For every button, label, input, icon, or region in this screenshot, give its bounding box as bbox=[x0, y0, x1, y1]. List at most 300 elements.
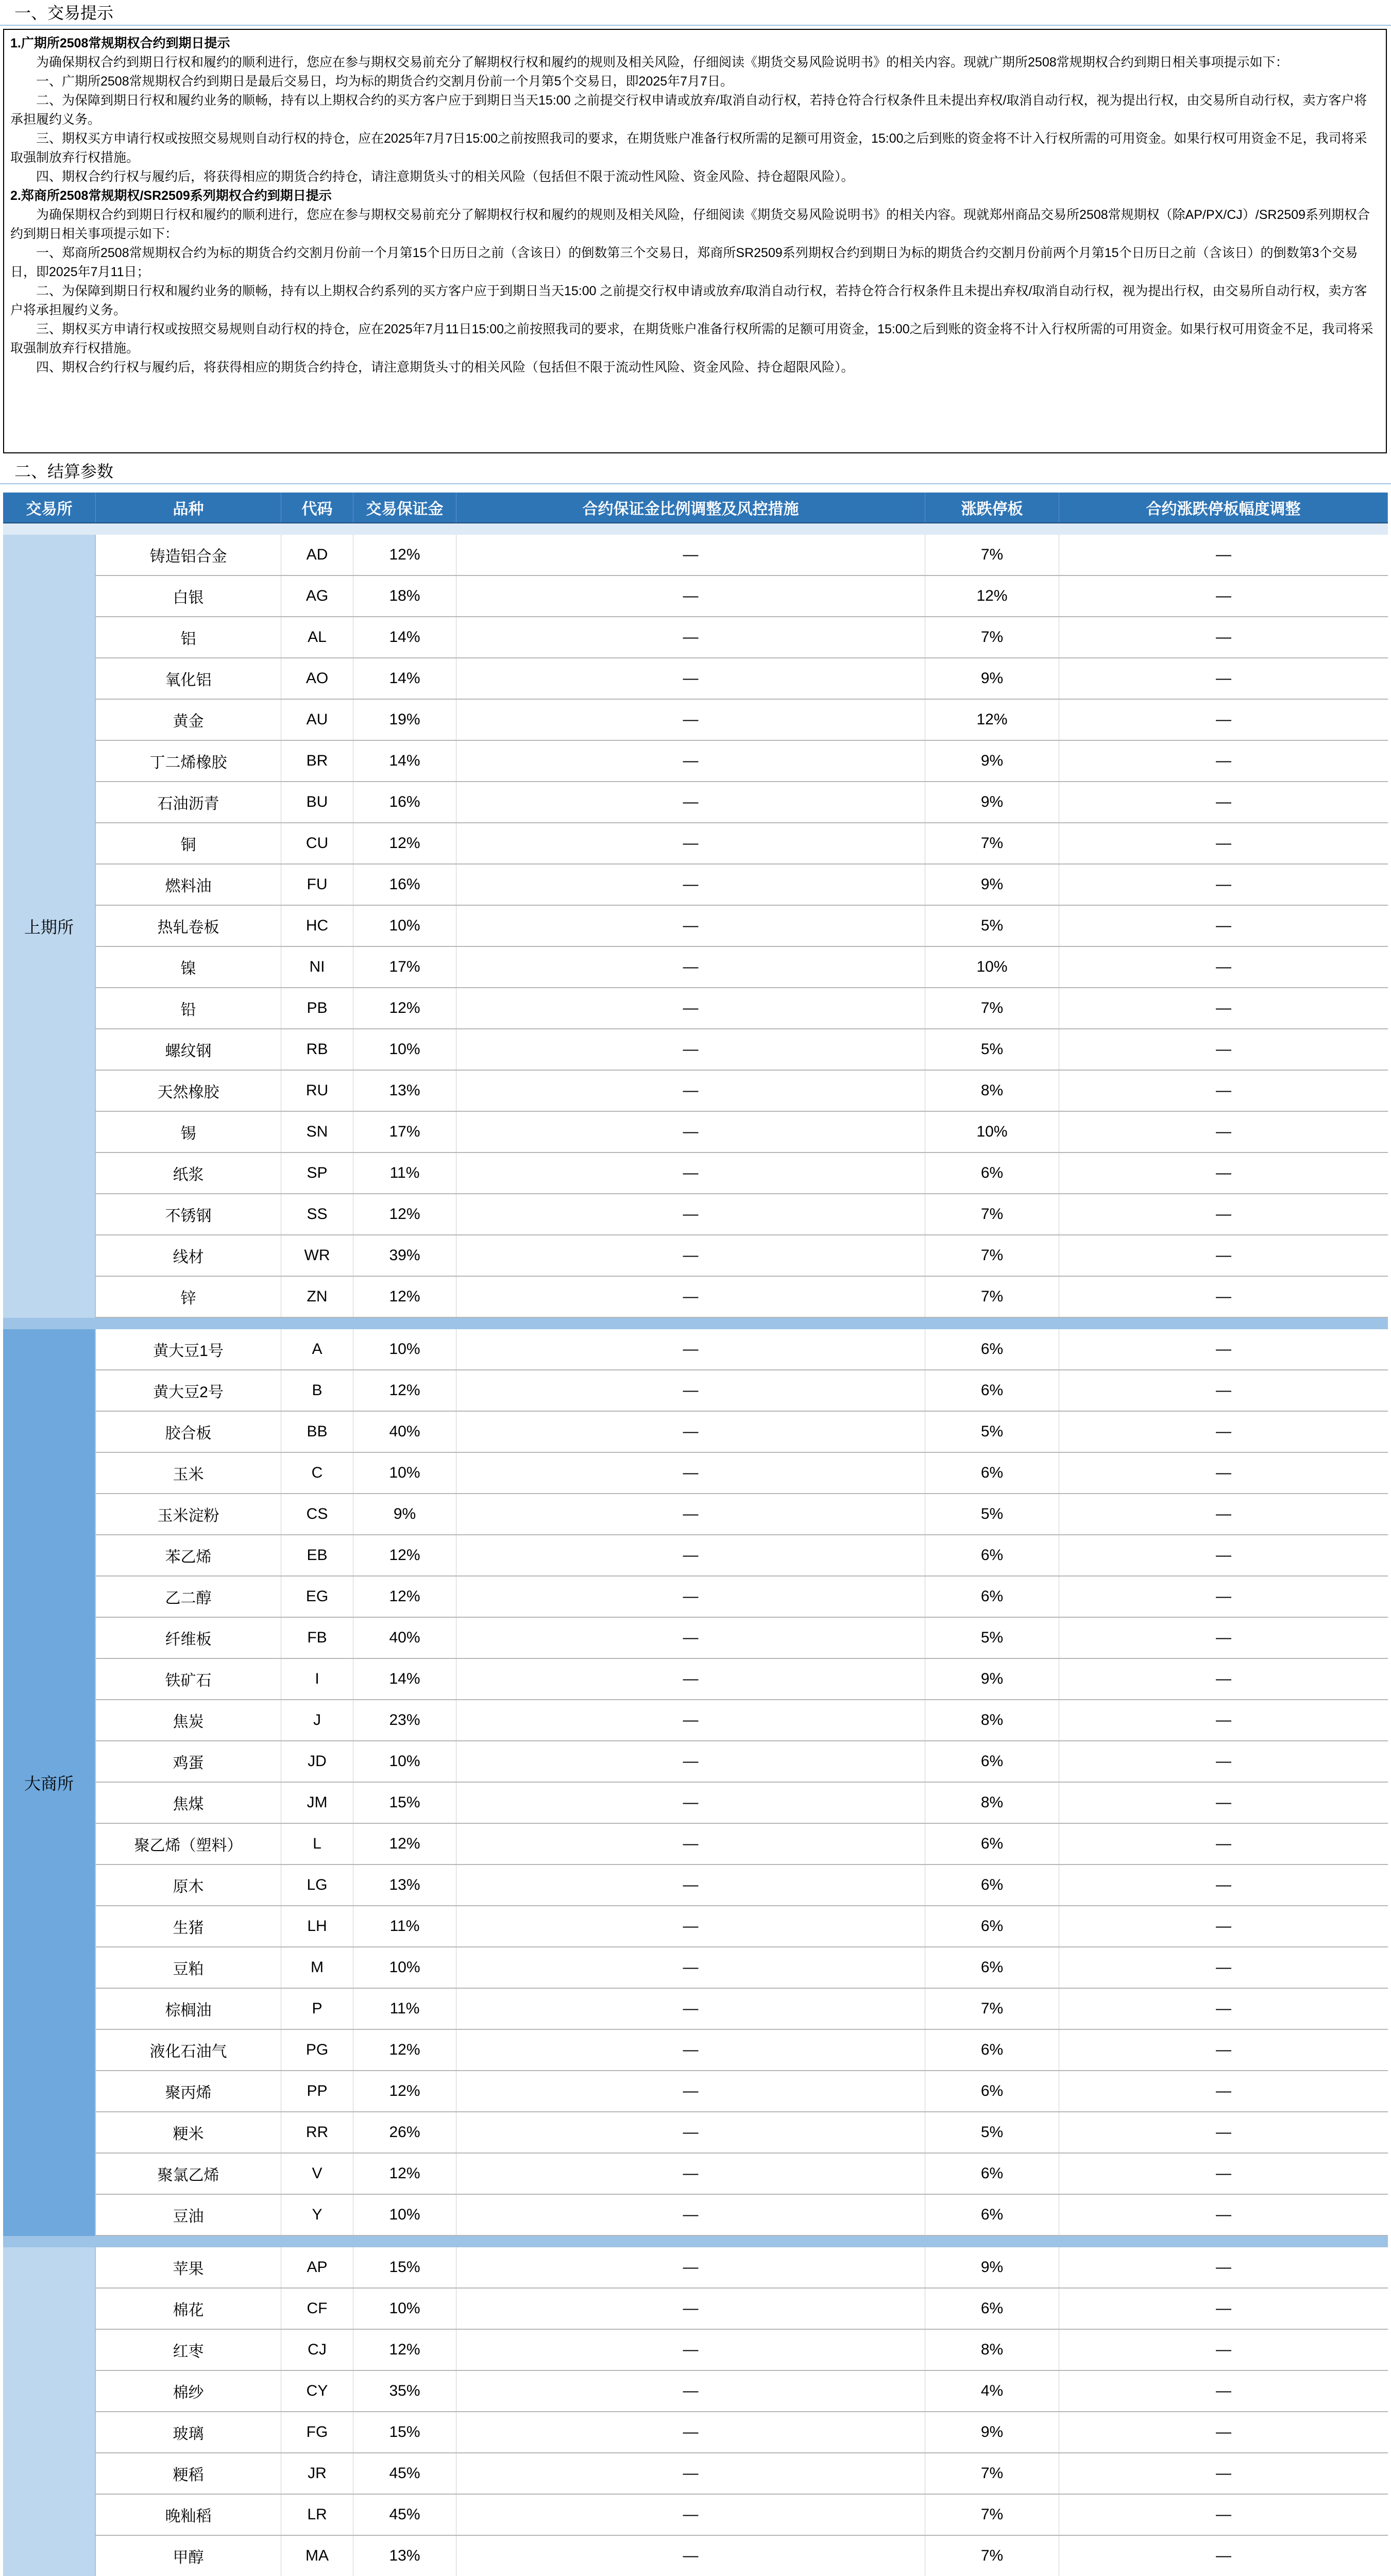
limit-cell: 7% bbox=[925, 823, 1059, 863]
variety-cell: 原木 bbox=[96, 1865, 281, 1905]
limit-cell: 7% bbox=[925, 1277, 1059, 1317]
table-row bbox=[3, 2412, 1388, 2453]
header-code: 代码 bbox=[281, 493, 353, 522]
margin-cell: 12% bbox=[353, 988, 456, 1028]
code-cell: AD bbox=[281, 535, 353, 575]
margin-cell: 9% bbox=[353, 1494, 456, 1534]
variety-cell: 鸡蛋 bbox=[96, 1741, 281, 1782]
limit-cell: 6% bbox=[925, 1453, 1059, 1493]
notice-paragraph: 四、期权合约行权与履约后，将获得相应的期货合约持仓，请注意期货头寸的相关风险（包括但不限于流动性风险、资金风险、持仓超限风险）。 bbox=[36, 170, 854, 184]
limit-adjust-cell: — bbox=[1059, 947, 1388, 987]
limit-adjust-cell: — bbox=[1059, 906, 1388, 946]
limit-cell: 6% bbox=[925, 2071, 1059, 2111]
margin-cell: 16% bbox=[353, 782, 456, 822]
table-row bbox=[3, 1329, 1388, 1370]
code-cell: NI bbox=[281, 947, 353, 987]
margin-cell: 10% bbox=[353, 2289, 456, 2329]
limit-adjust-cell: — bbox=[1059, 2289, 1388, 2329]
code-cell: CU bbox=[281, 823, 353, 863]
limit-adjust-cell: — bbox=[1059, 2330, 1388, 2370]
variety-cell: 铜 bbox=[96, 823, 281, 863]
limit-adjust-cell: — bbox=[1059, 1153, 1388, 1193]
limit-adjust-cell: — bbox=[1059, 617, 1388, 657]
code-cell: C bbox=[281, 1453, 353, 1493]
variety-cell: 纤维板 bbox=[96, 1618, 281, 1658]
margin-adjust-cell: — bbox=[456, 2071, 925, 2111]
limit-adjust-cell: — bbox=[1059, 576, 1388, 616]
limit-adjust-cell: — bbox=[1059, 2112, 1388, 2153]
code-cell: JM bbox=[281, 1783, 353, 1823]
margin-cell: 12% bbox=[353, 2154, 456, 2194]
limit-cell: 7% bbox=[925, 1235, 1059, 1276]
code-cell: FG bbox=[281, 2412, 353, 2452]
limit-cell: 9% bbox=[925, 865, 1059, 905]
margin-adjust-cell: — bbox=[456, 700, 925, 740]
limit-cell: 10% bbox=[925, 947, 1059, 987]
variety-cell: 粳稻 bbox=[96, 2453, 281, 2494]
code-cell: RB bbox=[281, 1029, 353, 1070]
margin-cell: 15% bbox=[353, 2412, 456, 2452]
variety-cell: 棉纱 bbox=[96, 2371, 281, 2411]
table-row bbox=[3, 658, 1388, 700]
limit-adjust-cell: — bbox=[1059, 1277, 1388, 1317]
notice-paragraph: 三、期权买方申请行权或按照交易规则自动行权的持仓，应在2025年7月7日15:00之前按照我司的要求，在期货账户准备行权所需的足额可用资金，15:00之后到账的资金将不计入行权所需的可用资金。如果行权可用资金不足，我司将采取强制放弃行权措施。 bbox=[10, 131, 1367, 165]
table-row bbox=[3, 1700, 1388, 1741]
variety-cell: 丁二烯橡胶 bbox=[96, 741, 281, 781]
variety-cell: 白银 bbox=[96, 576, 281, 616]
limit-adjust-cell: — bbox=[1059, 1783, 1388, 1823]
margin-adjust-cell: — bbox=[456, 2030, 925, 2070]
limit-adjust-cell: — bbox=[1059, 1989, 1388, 2029]
limit-cell: 6% bbox=[925, 1577, 1059, 1617]
code-cell: AP bbox=[281, 2247, 353, 2287]
margin-cell: 39% bbox=[353, 1235, 456, 1276]
limit-cell: 6% bbox=[925, 2154, 1059, 2194]
table-row bbox=[3, 2330, 1388, 2371]
table-row bbox=[3, 2195, 1388, 2236]
margin-adjust-cell: — bbox=[456, 1029, 925, 1070]
limit-cell: 8% bbox=[925, 1700, 1059, 1740]
limit-cell: 6% bbox=[925, 1153, 1059, 1193]
limit-cell: 7% bbox=[925, 988, 1059, 1028]
code-cell: AU bbox=[281, 700, 353, 740]
limit-cell: 5% bbox=[925, 1618, 1059, 1658]
margin-adjust-cell: — bbox=[456, 1071, 925, 1111]
margin-adjust-cell: — bbox=[456, 2536, 925, 2576]
table-row bbox=[3, 1453, 1388, 1494]
limit-adjust-cell: — bbox=[1059, 1370, 1388, 1411]
code-cell: L bbox=[281, 1824, 353, 1864]
table-header-row bbox=[3, 493, 1388, 523]
code-cell: RR bbox=[281, 2112, 353, 2153]
table-row bbox=[3, 1618, 1388, 1659]
code-cell: PG bbox=[281, 2030, 353, 2070]
code-cell: BR bbox=[281, 741, 353, 781]
margin-adjust-cell: — bbox=[456, 1906, 925, 1946]
table-row bbox=[3, 947, 1388, 988]
notice-paragraph: 二、为保障到期日行权和履约业务的顺畅，持有以上期权合约系列的买方客户应于到期日当天15:00 之前提交行权申请或放弃/取消自动行权，若持仓符合行权条件且未提出弃权/取消自动行权，视为提出行权，由交易所自动行权，卖方客户将承担履约义务。 bbox=[10, 284, 1367, 317]
variety-cell: 燃料油 bbox=[96, 865, 281, 905]
margin-cell: 19% bbox=[353, 700, 456, 740]
margin-adjust-cell: — bbox=[456, 1329, 925, 1369]
table-row bbox=[3, 1153, 1388, 1194]
margin-cell: 45% bbox=[353, 2453, 456, 2494]
variety-cell: 黄大豆1号 bbox=[96, 1329, 281, 1369]
margin-cell: 12% bbox=[353, 823, 456, 863]
limit-cell: 6% bbox=[925, 1370, 1059, 1411]
variety-cell: 甲醇 bbox=[96, 2536, 281, 2576]
code-cell: AO bbox=[281, 658, 353, 699]
limit-cell: 5% bbox=[925, 1412, 1059, 1452]
margin-cell: 10% bbox=[353, 1453, 456, 1493]
margin-cell: 40% bbox=[353, 1618, 456, 1658]
table-row bbox=[3, 1947, 1388, 1989]
margin-cell: 17% bbox=[353, 1112, 456, 1152]
margin-adjust-cell: — bbox=[456, 2195, 925, 2235]
limit-cell: 5% bbox=[925, 1494, 1059, 1534]
variety-cell: 锡 bbox=[96, 1112, 281, 1152]
variety-cell: 豆油 bbox=[96, 2195, 281, 2235]
margin-adjust-cell: — bbox=[456, 1112, 925, 1152]
limit-cell: 6% bbox=[925, 1741, 1059, 1782]
margin-adjust-cell: — bbox=[456, 823, 925, 863]
limit-cell: 6% bbox=[925, 1535, 1059, 1575]
margin-adjust-cell: — bbox=[456, 1741, 925, 1782]
limit-adjust-cell: — bbox=[1059, 1824, 1388, 1864]
limit-adjust-cell: — bbox=[1059, 1494, 1388, 1534]
limit-cell: 7% bbox=[925, 1194, 1059, 1234]
margin-adjust-cell: — bbox=[456, 865, 925, 905]
limit-cell: 5% bbox=[925, 2112, 1059, 2153]
limit-cell: 9% bbox=[925, 1659, 1059, 1699]
margin-cell: 14% bbox=[353, 1659, 456, 1699]
margin-adjust-cell: — bbox=[456, 2112, 925, 2153]
variety-cell: 液化石油气 bbox=[96, 2030, 281, 2070]
code-cell: AG bbox=[281, 576, 353, 616]
limit-adjust-cell: — bbox=[1059, 1535, 1388, 1575]
exchange-group bbox=[3, 535, 1388, 1318]
table-row bbox=[3, 1112, 1388, 1153]
table-row bbox=[3, 2371, 1388, 2412]
variety-cell: 苯乙烯 bbox=[96, 1535, 281, 1575]
section-trading-tips-title: 一、交易提示 bbox=[0, 0, 1391, 26]
code-cell: CS bbox=[281, 1494, 353, 1534]
limit-cell: 6% bbox=[925, 1329, 1059, 1369]
limit-adjust-cell: — bbox=[1059, 1329, 1388, 1369]
limit-cell: 5% bbox=[925, 1029, 1059, 1070]
limit-cell: 7% bbox=[925, 617, 1059, 657]
limit-adjust-cell: — bbox=[1059, 1194, 1388, 1234]
limit-cell: 6% bbox=[925, 2030, 1059, 2070]
code-cell: EG bbox=[281, 1577, 353, 1617]
margin-cell: 12% bbox=[353, 1535, 456, 1575]
margin-adjust-cell: — bbox=[456, 1370, 925, 1411]
code-cell: J bbox=[281, 1700, 353, 1740]
variety-cell: 铝 bbox=[96, 617, 281, 657]
limit-adjust-cell: — bbox=[1059, 1412, 1388, 1452]
limit-adjust-cell: — bbox=[1059, 2030, 1388, 2070]
limit-adjust-cell: — bbox=[1059, 2247, 1388, 2287]
table-row bbox=[3, 1494, 1388, 1535]
table-row bbox=[3, 1989, 1388, 2030]
table-row bbox=[3, 988, 1388, 1029]
variety-cell: 不锈钢 bbox=[96, 1194, 281, 1234]
code-cell: LH bbox=[281, 1906, 353, 1946]
limit-cell: 7% bbox=[925, 535, 1059, 575]
variety-cell: 粳米 bbox=[96, 2112, 281, 2153]
margin-cell: 15% bbox=[353, 1783, 456, 1823]
margin-cell: 10% bbox=[353, 1947, 456, 1988]
variety-cell: 胶合板 bbox=[96, 1412, 281, 1452]
limit-adjust-cell: — bbox=[1059, 2453, 1388, 2494]
limit-cell: 8% bbox=[925, 1783, 1059, 1823]
margin-adjust-cell: — bbox=[456, 1453, 925, 1493]
limit-adjust-cell: — bbox=[1059, 1029, 1388, 1070]
margin-adjust-cell: — bbox=[456, 1412, 925, 1452]
table-row bbox=[3, 1071, 1388, 1112]
margin-adjust-cell: — bbox=[456, 1277, 925, 1317]
margin-cell: 12% bbox=[353, 535, 456, 575]
limit-adjust-cell: — bbox=[1059, 2412, 1388, 2452]
margin-adjust-cell: — bbox=[456, 2289, 925, 2329]
limit-adjust-cell: — bbox=[1059, 823, 1388, 863]
variety-cell: 苹果 bbox=[96, 2247, 281, 2287]
code-cell: LG bbox=[281, 1865, 353, 1905]
section-settlement-params-title: 二、结算参数 bbox=[0, 459, 1391, 484]
limit-cell: 7% bbox=[925, 2495, 1059, 2535]
table-row bbox=[3, 741, 1388, 782]
margin-adjust-cell: — bbox=[456, 906, 925, 946]
table-row bbox=[3, 865, 1388, 906]
margin-cell: 40% bbox=[353, 1412, 456, 1452]
limit-adjust-cell: — bbox=[1059, 658, 1388, 699]
table-row bbox=[3, 1235, 1388, 1277]
margin-cell: 18% bbox=[353, 576, 456, 616]
limit-cell: 10% bbox=[925, 1112, 1059, 1152]
limit-adjust-cell: — bbox=[1059, 2371, 1388, 2411]
margin-cell: 15% bbox=[353, 2247, 456, 2287]
table-row bbox=[3, 1029, 1388, 1071]
limit-adjust-cell: — bbox=[1059, 1700, 1388, 1740]
margin-cell: 10% bbox=[353, 2195, 456, 2235]
table-row bbox=[3, 1741, 1388, 1783]
group-separator bbox=[3, 523, 1388, 535]
limit-adjust-cell: — bbox=[1059, 1112, 1388, 1152]
variety-cell: 锌 bbox=[96, 1277, 281, 1317]
margin-adjust-cell: — bbox=[456, 2154, 925, 2194]
margin-adjust-cell: — bbox=[456, 2453, 925, 2494]
header-exchange: 交易所 bbox=[3, 493, 96, 522]
margin-cell: 12% bbox=[353, 1824, 456, 1864]
code-cell: BU bbox=[281, 782, 353, 822]
variety-cell: 黄大豆2号 bbox=[96, 1370, 281, 1411]
margin-cell: 35% bbox=[353, 2371, 456, 2411]
table-row bbox=[3, 2112, 1388, 2154]
exchange-label: 大商所 bbox=[3, 1329, 96, 2236]
exchange-label: 上期所 bbox=[3, 535, 96, 1318]
variety-cell: 玉米淀粉 bbox=[96, 1494, 281, 1534]
exchange-group bbox=[3, 1329, 1388, 2236]
table-row bbox=[3, 1783, 1388, 1824]
limit-adjust-cell: — bbox=[1059, 865, 1388, 905]
notice-paragraph: 三、期权买方申请行权或按照交易规则自动行权的持仓，应在2025年7月11日15:00之前按照我司的要求，在期货账户准备行权所需的足额可用资金，15:00之后到账的资金将不计入行权所需的可用资金。如果行权可用资金不足，我司将采取强制放弃行权措施。 bbox=[10, 322, 1373, 355]
limit-cell: 5% bbox=[925, 906, 1059, 946]
table-row bbox=[3, 1824, 1388, 1865]
notice-paragraph: 一、郑商所2508常规期权合约为标的期货合约交割月份前一个月第15个日历日之前（含该日）的倒数第三个交易日，郑商所SR2509系列期权合约到期日为标的期货合约交割月份前两个月第15个日历日之前（含该日）的倒数第3个交易日，即2025年7月11日； bbox=[10, 246, 1358, 279]
header-margin: 交易保证金 bbox=[353, 493, 456, 522]
code-cell: CJ bbox=[281, 2330, 353, 2370]
margin-adjust-cell: — bbox=[456, 1865, 925, 1905]
margin-cell: 45% bbox=[353, 2495, 456, 2535]
code-cell: LR bbox=[281, 2495, 353, 2535]
notice-paragraph: 二、为保障到期日行权和履约业务的顺畅，持有以上期权合约的买方客户应于到期日当天15:00 之前提交行权申请或放弃/取消自动行权，若持仓符合行权条件且未提出弃权/取消自动行权，视为提出行权，由交易所自动行权，卖方客户将承担履约义务。 bbox=[10, 93, 1367, 127]
notice-paragraph: 为确保期权合约到期日行权和履约的顺利进行，您应在参与期权交易前充分了解期权行权和履约的规则及相关风险，仔细阅读《期货交易风险说明书》的相关内容。现就广期所2508常规期权合约到期日相关事项提示如下： bbox=[36, 55, 1288, 70]
limit-cell: 7% bbox=[925, 2453, 1059, 2494]
limit-adjust-cell: — bbox=[1059, 988, 1388, 1028]
code-cell: PP bbox=[281, 2071, 353, 2111]
table-row bbox=[3, 2247, 1388, 2289]
header-variety: 品种 bbox=[96, 493, 281, 522]
table-row bbox=[3, 782, 1388, 823]
table-row bbox=[3, 823, 1388, 865]
variety-cell: 氧化铝 bbox=[96, 658, 281, 699]
variety-cell: 红枣 bbox=[96, 2330, 281, 2370]
exchange-group bbox=[3, 2247, 1388, 2576]
limit-cell: 9% bbox=[925, 2247, 1059, 2287]
limit-cell: 9% bbox=[925, 2412, 1059, 2452]
code-cell: SS bbox=[281, 1194, 353, 1234]
group-separator bbox=[3, 1318, 1388, 1329]
variety-cell: 螺纹钢 bbox=[96, 1029, 281, 1070]
margin-adjust-cell: — bbox=[456, 1659, 925, 1699]
margin-cell: 10% bbox=[353, 1741, 456, 1782]
table-row bbox=[3, 2453, 1388, 2495]
variety-cell: 铁矿石 bbox=[96, 1659, 281, 1699]
margin-adjust-cell: — bbox=[456, 1700, 925, 1740]
margin-adjust-cell: — bbox=[456, 1235, 925, 1276]
margin-cell: 13% bbox=[353, 2536, 456, 2576]
table-row bbox=[3, 1370, 1388, 1412]
margin-adjust-cell: — bbox=[456, 988, 925, 1028]
code-cell: ZN bbox=[281, 1277, 353, 1317]
code-cell: WR bbox=[281, 1235, 353, 1276]
variety-cell: 棉花 bbox=[96, 2289, 281, 2329]
limit-cell: 8% bbox=[925, 1071, 1059, 1111]
margin-cell: 12% bbox=[353, 2071, 456, 2111]
table-row bbox=[3, 617, 1388, 658]
margin-adjust-cell: — bbox=[456, 1947, 925, 1988]
margin-cell: 12% bbox=[353, 1277, 456, 1317]
notice-paragraph: 四、期权合约行权与履约后，将获得相应的期货合约持仓，请注意期货头寸的相关风险（包括但不限于流动性风险、资金风险、持仓超限风险）。 bbox=[36, 360, 854, 375]
limit-cell: 6% bbox=[925, 1906, 1059, 1946]
variety-cell: 热轧卷板 bbox=[96, 906, 281, 946]
margin-cell: 12% bbox=[353, 1370, 456, 1411]
variety-cell: 聚氯乙烯 bbox=[96, 2154, 281, 2194]
variety-cell: 镍 bbox=[96, 947, 281, 987]
margin-cell: 26% bbox=[353, 2112, 456, 2153]
variety-cell: 焦炭 bbox=[96, 1700, 281, 1740]
margin-adjust-cell: — bbox=[456, 1618, 925, 1658]
header-limit: 涨跌停板 bbox=[925, 493, 1059, 522]
table-row bbox=[3, 1535, 1388, 1577]
variety-cell: 晚籼稻 bbox=[96, 2495, 281, 2535]
variety-cell: 纸浆 bbox=[96, 1153, 281, 1193]
variety-cell: 聚丙烯 bbox=[96, 2071, 281, 2111]
code-cell: M bbox=[281, 1947, 353, 1988]
margin-adjust-cell: — bbox=[456, 658, 925, 699]
limit-adjust-cell: — bbox=[1059, 1235, 1388, 1276]
table-row bbox=[3, 2154, 1388, 2195]
margin-adjust-cell: — bbox=[456, 2495, 925, 2535]
limit-cell: 9% bbox=[925, 741, 1059, 781]
limit-cell: 6% bbox=[925, 1947, 1059, 1988]
margin-cell: 14% bbox=[353, 658, 456, 699]
variety-cell: 生猪 bbox=[96, 1906, 281, 1946]
margin-adjust-cell: — bbox=[456, 782, 925, 822]
table-row bbox=[3, 1906, 1388, 1947]
code-cell: CY bbox=[281, 2371, 353, 2411]
code-cell: B bbox=[281, 1370, 353, 1411]
limit-adjust-cell: — bbox=[1059, 2195, 1388, 2235]
margin-adjust-cell: — bbox=[456, 741, 925, 781]
code-cell: Y bbox=[281, 2195, 353, 2235]
limit-adjust-cell: — bbox=[1059, 2495, 1388, 2535]
table-row bbox=[3, 1412, 1388, 1453]
variety-cell: 豆粕 bbox=[96, 1947, 281, 1988]
margin-cell: 10% bbox=[353, 1329, 456, 1369]
limit-adjust-cell: — bbox=[1059, 1865, 1388, 1905]
settlement-table bbox=[3, 493, 1388, 2576]
table-row bbox=[3, 2071, 1388, 2112]
margin-cell: 12% bbox=[353, 1577, 456, 1617]
limit-cell: 6% bbox=[925, 2289, 1059, 2329]
expiry-notice-box bbox=[3, 29, 1387, 453]
code-cell: PB bbox=[281, 988, 353, 1028]
limit-cell: 6% bbox=[925, 2195, 1059, 2235]
code-cell: JR bbox=[281, 2453, 353, 2494]
limit-adjust-cell: — bbox=[1059, 741, 1388, 781]
code-cell: HC bbox=[281, 906, 353, 946]
margin-adjust-cell: — bbox=[456, 2412, 925, 2452]
code-cell: FB bbox=[281, 1618, 353, 1658]
variety-cell: 棕榈油 bbox=[96, 1989, 281, 2029]
margin-cell: 23% bbox=[353, 1700, 456, 1740]
margin-adjust-cell: — bbox=[456, 947, 925, 987]
limit-cell: 7% bbox=[925, 2536, 1059, 2576]
margin-cell: 17% bbox=[353, 947, 456, 987]
table-row bbox=[3, 906, 1388, 947]
code-cell: MA bbox=[281, 2536, 353, 2576]
variety-cell: 焦煤 bbox=[96, 1783, 281, 1823]
code-cell: EB bbox=[281, 1535, 353, 1575]
limit-cell: 9% bbox=[925, 658, 1059, 699]
margin-cell: 12% bbox=[353, 2030, 456, 2070]
limit-adjust-cell: — bbox=[1059, 1906, 1388, 1946]
margin-adjust-cell: — bbox=[456, 2371, 925, 2411]
limit-adjust-cell: — bbox=[1059, 1947, 1388, 1988]
code-cell: JD bbox=[281, 1741, 353, 1782]
margin-adjust-cell: — bbox=[456, 1494, 925, 1534]
code-cell: SP bbox=[281, 1153, 353, 1193]
margin-adjust-cell: — bbox=[456, 1989, 925, 2029]
exchange-label bbox=[3, 2247, 96, 2576]
limit-adjust-cell: — bbox=[1059, 2154, 1388, 2194]
variety-cell: 聚乙烯（塑料） bbox=[96, 1824, 281, 1864]
table-row bbox=[3, 2030, 1388, 2071]
limit-cell: 12% bbox=[925, 700, 1059, 740]
limit-adjust-cell: — bbox=[1059, 535, 1388, 575]
table-row bbox=[3, 2495, 1388, 2536]
